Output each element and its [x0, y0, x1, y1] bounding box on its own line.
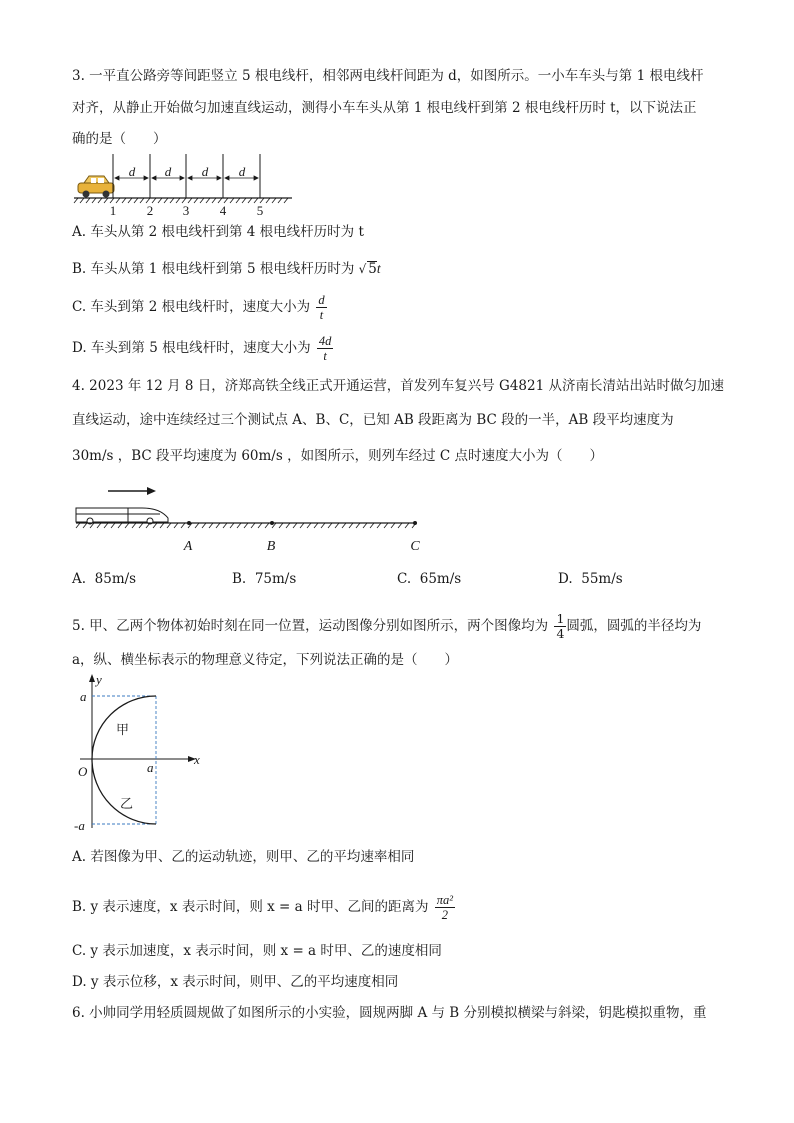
ground-hatch: [349, 523, 353, 528]
q4-option-d: [558, 571, 623, 587]
q4-line-2: 直线运动，途中连续经过三个测试点 A、B、C，已知 AB 段距离为 BC 段的一半，AB 段平均速度为: [72, 412, 674, 428]
ground-hatch: [195, 523, 199, 528]
fraction-one-quarter: [554, 612, 566, 641]
ground-hatch: [139, 523, 143, 528]
ground-hatch: [356, 523, 360, 528]
ground-hatch: [216, 523, 220, 528]
ground-hatch: [160, 523, 164, 528]
ground-hatch: [237, 523, 241, 528]
ground-hatch: [342, 523, 346, 528]
q3-line-3: 确的是（ ）: [72, 131, 167, 147]
ground-hatch: [335, 523, 339, 528]
q4-line-1: 4. 2023 年 12 月 8 日，济郑高铁全线正式开通运营，首发列车复兴号 G4821 从济南长清站出站时做匀加速: [72, 378, 724, 394]
pole-number: 1: [109, 203, 117, 218]
q4-option-b: [232, 571, 296, 587]
fraction-pi-a-squared-over-2: [435, 893, 455, 922]
q5-graph: [72, 672, 212, 840]
ground-hatch: [244, 523, 248, 528]
bottom-tick-label: -a: [74, 818, 85, 833]
q3-option-b: B. 车头从第 1 根电线杆到第 5 根电线杆历时为 √ 5t: [72, 261, 381, 277]
q4-line-3: 30m/s ，BC 段平均速度为 60m/s ，如图所示，则列车经过 C 点时速度大小为（ ）: [72, 448, 603, 464]
ground-hatch: [118, 523, 122, 528]
variable-t: t: [376, 261, 381, 276]
q5-line-1: [72, 612, 701, 641]
q3-option-c: [72, 293, 327, 322]
ground-hatch: [328, 523, 332, 528]
ground-hatch: [181, 523, 185, 528]
option-letter: D.: [558, 571, 573, 587]
ground-hatch: [370, 523, 374, 528]
right-tick-label: a: [147, 760, 154, 775]
ground-hatch: [363, 523, 367, 528]
option-value: 85m/s: [94, 571, 137, 587]
ground-hatch: [321, 523, 325, 528]
pole-number: 5: [256, 203, 264, 218]
fraction-4d-over-t: [317, 334, 334, 363]
q4-option-c: [397, 571, 461, 587]
ground-hatch: [314, 523, 318, 528]
segment-label: d: [128, 164, 136, 179]
q3-option-a: A. 车头从第 2 根电线杆到第 4 根电线杆历时为 t: [72, 224, 364, 240]
curve-label-jia: 甲: [116, 722, 130, 737]
option-letter: A.: [72, 571, 87, 587]
q5-option-b-text: B. y 表示速度，x 表示时间，则 x = a 时甲、乙间的距离为: [72, 899, 429, 915]
ground-hatch: [111, 523, 115, 528]
q6-line-1: 6. 小帅同学用轻质圆规做了如图所示的小实验，圆规两脚 A 与 B 分别模拟横梁与斜梁，钥匙模拟重物，重: [72, 1005, 707, 1021]
q3-option-b-text: B. 车头从第 1 根电线杆到第 5 根电线杆历时为: [72, 261, 359, 277]
ground-hatch: [398, 523, 402, 528]
ground-hatch: [167, 523, 171, 528]
numerator: 4d: [318, 334, 332, 348]
option-value: 65m/s: [419, 571, 462, 587]
origin-label: O: [78, 764, 88, 779]
point-label-b: B: [266, 539, 276, 554]
direction-arrow-icon: [108, 487, 156, 495]
denominator: 2: [441, 908, 449, 922]
ground-hatch: [279, 523, 283, 528]
ground-hatch: [251, 523, 255, 528]
ground-hatch: [202, 523, 206, 528]
ground-hatch: [104, 523, 108, 528]
q3-line-2: 对齐，从静止开始做匀加速直线运动，测得小车车头从第 1 根电线杆到第 2 根电线杆历时 t，以下说法正: [72, 100, 697, 116]
ground-hatch: [125, 523, 129, 528]
x-axis-label: x: [194, 752, 200, 767]
car-icon: [78, 176, 114, 198]
denominator: t: [319, 308, 324, 322]
q5-option-b: [72, 893, 455, 922]
q3-option-c-text: C. 车头到第 2 根电线杆时，速度大小为: [72, 299, 311, 315]
curve-label-yi: 乙: [120, 796, 134, 811]
ground-hatch: [230, 523, 234, 528]
ground-hatch: [265, 523, 269, 528]
numerator: πa²: [436, 893, 454, 907]
q3-figure-poles: [72, 150, 302, 222]
ground-hatch: [153, 523, 157, 528]
segment-label: d: [164, 164, 172, 179]
ground-hatch: [391, 523, 395, 528]
option-letter: B.: [232, 571, 247, 587]
q4-figure-train-track: [72, 480, 432, 558]
q5-option-d: D. y 表示位移，x 表示时间，则甲、乙的平均速度相同: [72, 974, 399, 990]
option-value: 75m/s: [254, 571, 297, 587]
ground-hatch: [174, 523, 178, 528]
train-icon: [76, 508, 168, 524]
ground-hatch: [377, 523, 381, 528]
q4-option-a: [72, 571, 136, 587]
option-value: 55m/s: [581, 571, 623, 587]
q3-option-d-text: D. 车头到第 5 根电线杆时，速度大小为: [72, 340, 311, 356]
ground-hatch: [384, 523, 388, 528]
ground-hatch: [300, 523, 304, 528]
segment-label: d: [238, 164, 246, 179]
q5-option-a: A. 若图像为甲、乙的运动轨迹，则甲、乙的平均速率相同: [72, 849, 415, 865]
sqrt-radicand: 5: [368, 261, 377, 277]
point-label-c: C: [410, 539, 420, 554]
ground-hatch: [132, 523, 136, 528]
q5-option-c: C. y 表示加速度，x 表示时间，则 x = a 时甲、乙的速度相同: [72, 943, 442, 959]
pole-number: 4: [219, 203, 227, 218]
ground-hatch: [307, 523, 311, 528]
numerator: 1: [556, 611, 565, 626]
q3-line-1: 3. 一平直公路旁等间距竖立 5 根电线杆，相邻两电线杆间距为 d，如图所示。一小车车头与第 1 根电线杆: [72, 68, 704, 84]
ground-hatch: [405, 523, 409, 528]
top-tick-label: a: [80, 689, 87, 704]
ground-hatch: [209, 523, 213, 528]
ground-hatch: [83, 523, 87, 528]
q5-line-2: a，纵、横坐标表示的物理意义待定，下列说法正确的是（ ）: [72, 652, 459, 668]
point-label-a: A: [183, 539, 193, 554]
pole-number: 2: [146, 203, 154, 218]
q3-option-d: [72, 334, 333, 363]
denominator: 4: [556, 626, 565, 641]
ground-hatch: [76, 523, 80, 528]
denominator: t: [323, 349, 327, 363]
ground-hatch: [97, 523, 101, 528]
y-axis-label: y: [96, 672, 102, 687]
option-letter: C.: [397, 571, 412, 587]
segment-label: d: [201, 164, 209, 179]
ground-hatch: [223, 523, 227, 528]
pole-number: 3: [182, 203, 190, 218]
ground-hatch: [258, 523, 262, 528]
q5-line-1-text: 5. 甲、乙两个物体初始时刻在同一位置，运动图像分别如图所示，两个图像均为: [72, 618, 549, 634]
numerator: d: [318, 293, 325, 307]
fraction-d-over-t: [316, 293, 326, 322]
ground-hatch: [293, 523, 297, 528]
ground-hatch: [286, 523, 290, 528]
q5-line-1-tail: 圆弧，圆弧的半径均为: [566, 618, 702, 634]
